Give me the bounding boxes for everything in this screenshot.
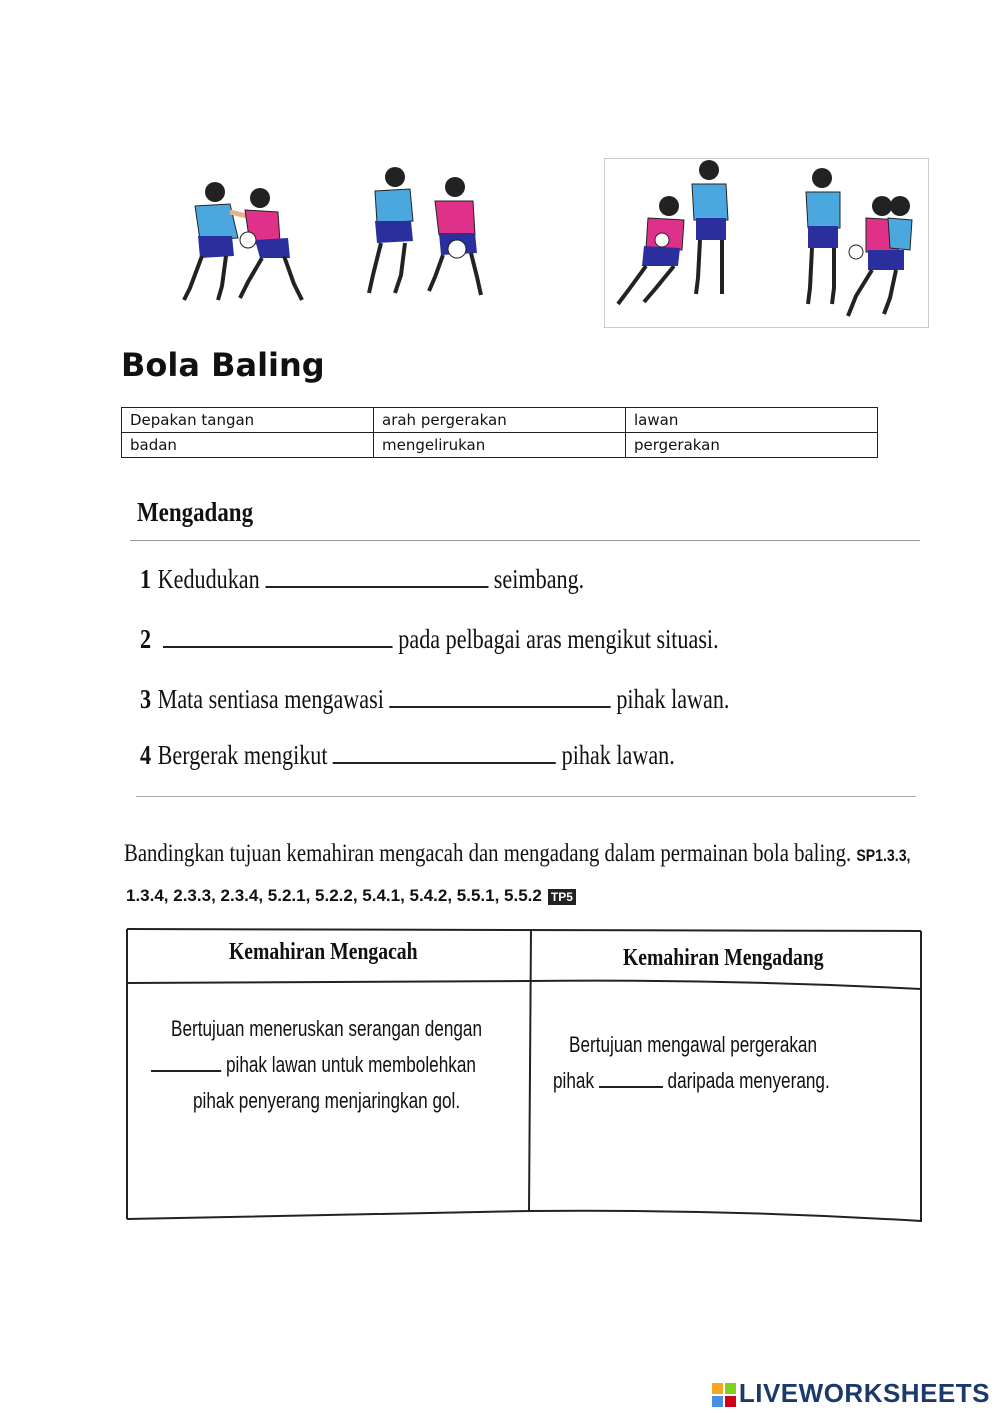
word-bank-cell: lawan <box>626 408 878 433</box>
mengadang-line-2 <box>553 1063 830 1099</box>
item-text-after: pihak lawan. <box>561 740 675 770</box>
illustration-players-1 <box>160 178 320 308</box>
word-bank-table <box>121 407 878 458</box>
liveworksheets-logo <box>712 1378 990 1409</box>
tp5-badge: TP5 <box>548 889 576 905</box>
item-text-after: pihak lawan. <box>616 684 730 714</box>
table-row <box>122 408 878 433</box>
list-item <box>140 564 584 595</box>
answer-blank-3[interactable] <box>389 705 610 708</box>
word-bank-cell: mengelirukan <box>374 433 626 458</box>
answer-blank-mengacah[interactable] <box>151 1069 221 1072</box>
header-kemahiran-mengacah: Kemahiran Mengacah <box>229 939 418 965</box>
list-item <box>140 684 729 715</box>
standard-codes-2: 1.3.4, 2.3.3, 2.3.4, 5.2.1, 5.2.2, 5.4.1, 5.4.2, 5.5.1, 5.5.2 <box>126 886 542 905</box>
list-item <box>140 740 675 771</box>
answer-blank-4[interactable] <box>333 761 556 764</box>
page-title: Bola Baling <box>121 346 325 384</box>
brand-text: LIVEWORKSHEETS <box>738 1378 990 1408</box>
item-text-after: pada pelbagai aras mengikut situasi. <box>398 624 719 654</box>
item-number: 1 <box>140 564 152 594</box>
mengacah-line-2-text: pihak lawan untuk membolehkan <box>225 1052 476 1077</box>
section-heading-mengadang: Mengadang <box>137 497 254 527</box>
mengacah-line-2 <box>151 1047 476 1083</box>
mengadang-line-1: Bertujuan mengawal pergerakan <box>569 1032 818 1057</box>
item-number: 3 <box>140 684 152 714</box>
answer-blank-1[interactable] <box>265 585 488 588</box>
word-bank-cell: Depakan tangan <box>122 408 374 433</box>
liveworksheets-icon <box>712 1383 736 1407</box>
divider <box>130 540 920 541</box>
mengacah-line-3: pihak penyerang menjaringkan gol. <box>193 1088 461 1113</box>
answer-blank-2[interactable] <box>163 645 393 648</box>
standard-codes-line <box>126 886 576 906</box>
word-bank-cell: pergerakan <box>626 433 878 458</box>
table-row <box>122 433 878 458</box>
mengadang-line-2-before: pihak <box>553 1068 595 1093</box>
item-number: 2 <box>140 624 152 654</box>
mengadang-line-2-after: daripada menyerang. <box>667 1068 830 1093</box>
comparison-table <box>125 925 923 1222</box>
question-sentence: Bandingkan tujuan kemahiran mengacah dan mengadang dalam permainan bola baling. <box>124 840 852 867</box>
item-text-after: seimbang. <box>493 564 585 594</box>
illustration-players-2 <box>355 165 495 305</box>
header-kemahiran-mengadang: Kemahiran Mengadang <box>623 945 824 971</box>
item-number: 4 <box>140 740 152 770</box>
word-bank-cell: arah pergerakan <box>374 408 626 433</box>
word-bank-cell: badan <box>122 433 374 458</box>
standard-codes-1: SP1.3.3, <box>856 846 911 865</box>
item-text-before: Bergerak mengikut <box>157 740 328 770</box>
divider <box>136 796 916 797</box>
question-text <box>124 840 910 868</box>
illustration-players-3 <box>604 158 929 328</box>
item-text-before: Mata sentiasa mengawasi <box>157 684 384 714</box>
item-text-before: Kedudukan <box>157 564 260 594</box>
list-item <box>140 624 719 655</box>
answer-blank-mengadang[interactable] <box>599 1085 663 1088</box>
mengacah-line-1: Bertujuan meneruskan serangan dengan <box>171 1016 483 1041</box>
